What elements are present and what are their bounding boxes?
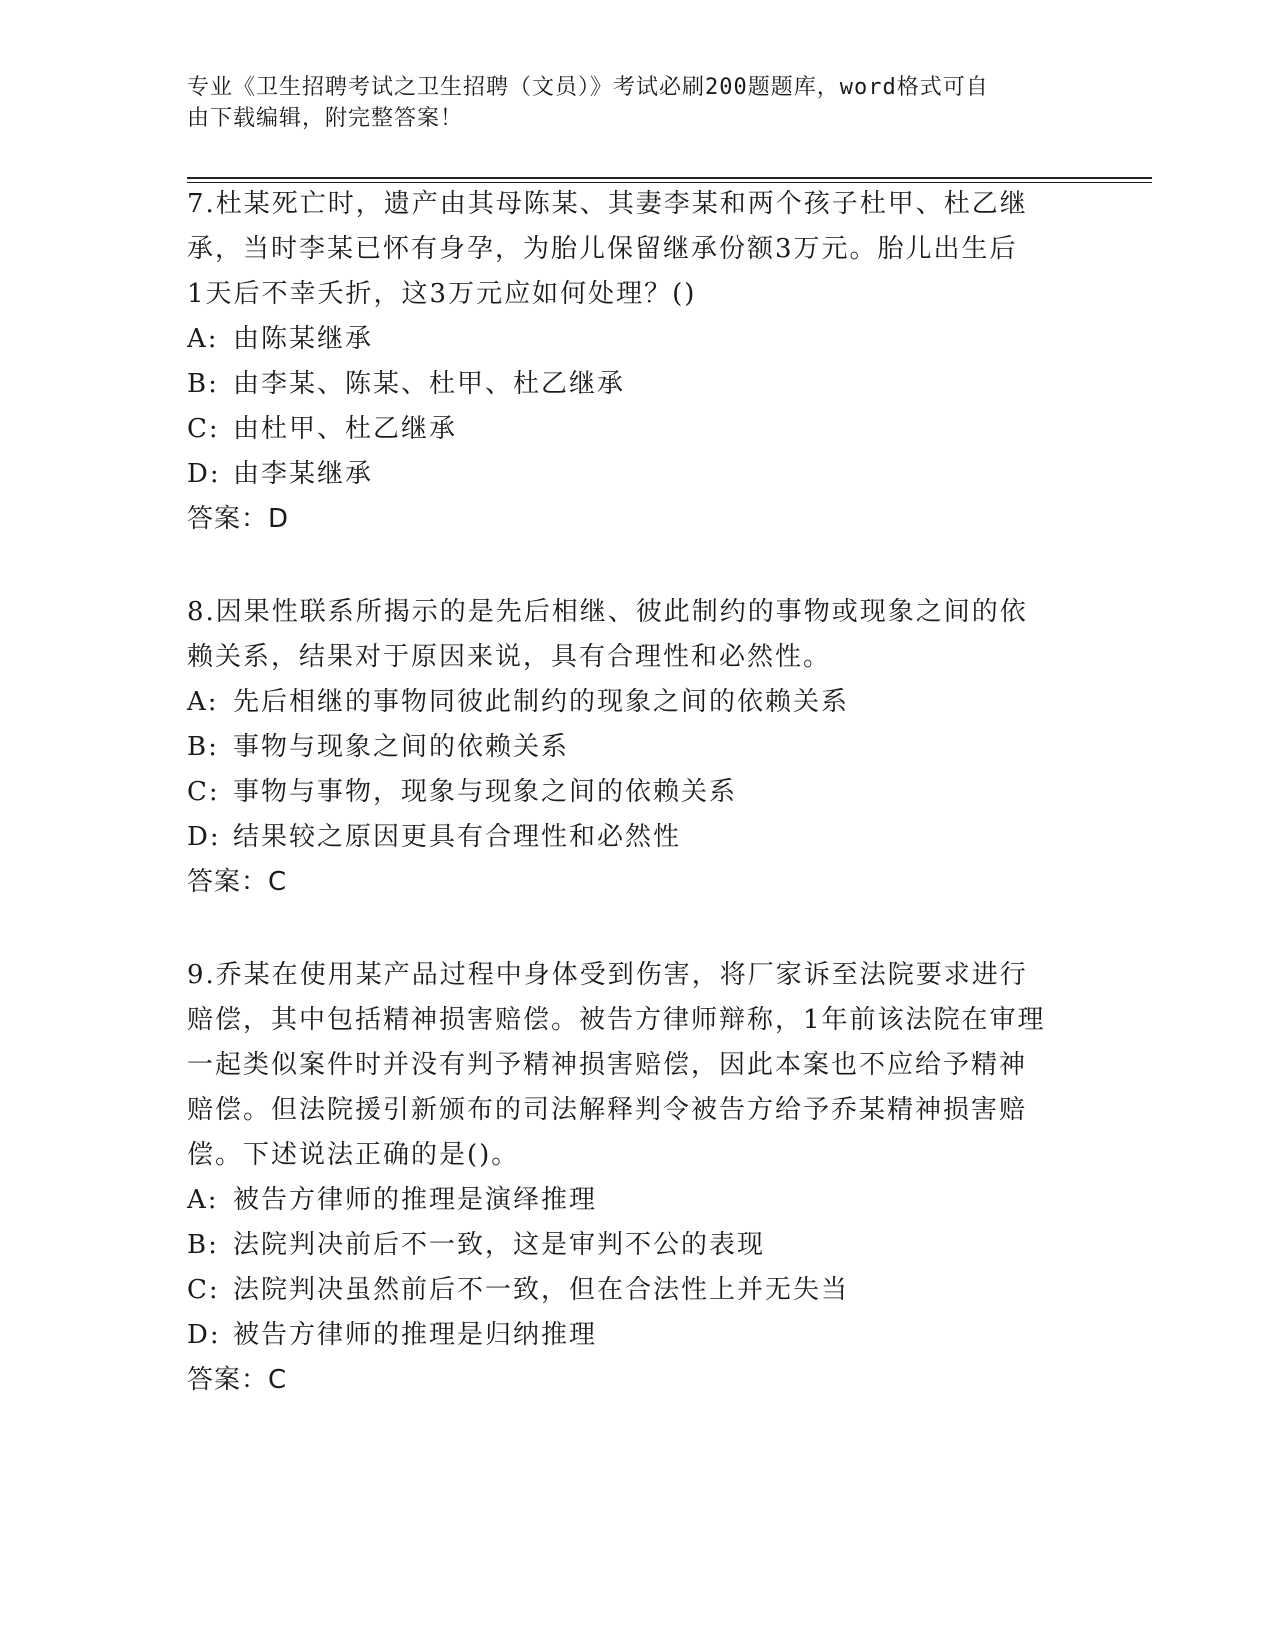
option-d — [187, 452, 1087, 497]
option-key: B: — [187, 369, 219, 399]
option-a — [187, 317, 1087, 362]
option-text: 法院判决虽然前后不一致，但在合法性上并无失当 — [233, 1275, 850, 1305]
answer-label: 答案：C — [187, 1365, 288, 1395]
option-text: 事物与现象之间的依赖关系 — [233, 732, 570, 762]
option-text: 由李某、陈某、杜甲、杜乙继承 — [233, 369, 626, 399]
option-text: 结果较之原因更具有合理性和必然性 — [233, 822, 682, 852]
option-text: 被告方律师的推理是演绎推理 — [233, 1185, 598, 1215]
option-b — [187, 362, 1087, 407]
option-a — [187, 680, 1087, 725]
option-key: C: — [187, 414, 220, 444]
question-stem-line: 偿。下述说法正确的是()。 — [187, 1140, 520, 1170]
option-key: A: — [187, 1185, 219, 1215]
option-text: 被告方律师的推理是归纳推理 — [233, 1320, 598, 1350]
option-b — [187, 1223, 1087, 1268]
option-key: A: — [187, 324, 219, 354]
question-9 — [187, 953, 1087, 1403]
question-stem-line: 赔偿，其中包括精神损害赔偿。被告方律师辩称，1年前该法院在审理 — [187, 1005, 1046, 1035]
option-key: C: — [187, 777, 220, 807]
option-text: 由陈某继承 — [233, 324, 374, 354]
header-line-2: 由下载编辑，附完整答案！ — [187, 106, 464, 131]
option-key: B: — [187, 732, 219, 762]
option-b — [187, 725, 1087, 770]
option-a — [187, 1178, 1087, 1223]
option-text: 由杜甲、杜乙继承 — [233, 414, 458, 444]
option-text: 法院判决前后不一致，这是审判不公的表现 — [233, 1230, 766, 1260]
option-c — [187, 1268, 1087, 1313]
question-stem-line: 承，当时李某已怀有身孕，为胎儿保留继承份额3万元。胎儿出生后 — [187, 234, 1018, 264]
question-stem-line: 一起类似案件时并没有判予精神损害赔偿，因此本案也不应给予精神 — [187, 1050, 1028, 1080]
option-text: 事物与事物，现象与现象之间的依赖关系 — [233, 777, 738, 807]
option-key: D: — [187, 459, 221, 489]
option-key: D: — [187, 1320, 221, 1350]
option-text: 由李某继承 — [233, 459, 374, 489]
question-stem-line: 8.因果性联系所揭示的是先后相继、彼此制约的事物或现象之间的依 — [187, 597, 1028, 627]
answer-label: 答案：C — [187, 867, 288, 897]
option-c — [187, 407, 1087, 452]
option-d — [187, 1313, 1087, 1358]
answer-label: 答案：D — [187, 504, 290, 534]
document-header — [187, 72, 1067, 134]
option-key: D: — [187, 822, 221, 852]
option-key: C: — [187, 1275, 220, 1305]
question-stem-line: 1天后不幸夭折，这3万元应如何处理？() — [187, 279, 697, 309]
question-stem-line: 7.杜某死亡时，遗产由其母陈某、其妻李某和两个孩子杜甲、杜乙继 — [187, 189, 1028, 219]
header-line-1: 专业《卫生招聘考试之卫生招聘（文员）》考试必刷200题题库，word格式可自 — [187, 75, 989, 100]
question-7 — [187, 182, 1087, 542]
option-key: A: — [187, 687, 219, 717]
question-8 — [187, 590, 1087, 905]
header-divider-thick — [187, 177, 1152, 179]
question-stem-line: 9.乔某在使用某产品过程中身体受到伤害，将厂家诉至法院要求进行 — [187, 960, 1028, 990]
option-c — [187, 770, 1087, 815]
question-stem-line: 赔偿。但法院援引新颁布的司法解释判令被告方给予乔某精神损害赔 — [187, 1095, 1028, 1125]
question-stem-line: 赖关系，结果对于原因来说，具有合理性和必然性。 — [187, 642, 832, 672]
option-key: B: — [187, 1230, 219, 1260]
option-d — [187, 815, 1087, 860]
option-text: 先后相继的事物同彼此制约的现象之间的依赖关系 — [233, 687, 850, 717]
